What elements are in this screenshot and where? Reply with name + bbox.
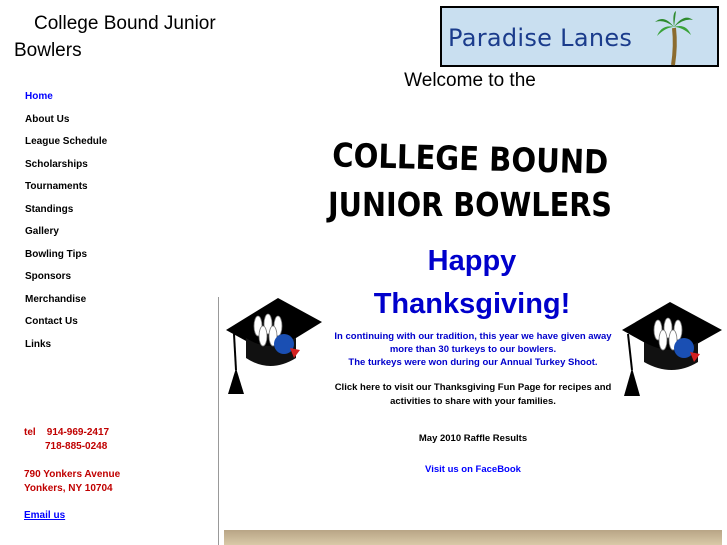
main-nav	[25, 88, 107, 358]
sponsor-name: Paradise Lanes	[448, 24, 633, 52]
welcome-heading: Welcome to the	[404, 70, 536, 91]
phone-secondary: 718-885-0248	[45, 441, 108, 452]
nav-item-scholarships[interactable]: Scholarships	[25, 158, 88, 170]
nav-item-home[interactable]: Home	[25, 91, 53, 102]
palm-tree-icon	[654, 10, 694, 66]
nav-item-sponsors[interactable]: Sponsors	[25, 271, 72, 282]
nav-item-gallery[interactable]: Gallery	[25, 226, 59, 237]
address-line1: 790 Yonkers Avenue	[24, 469, 121, 480]
site-title: College Bound Junior Bowlers	[14, 13, 216, 61]
nav-item-merchandise[interactable]: Merchandise	[25, 293, 87, 305]
bottom-photo-strip	[224, 530, 722, 545]
phone-primary: 914-969-2417	[46, 427, 110, 438]
graduation-cap-bowling-icon	[224, 298, 324, 396]
greeting-happy: Happy	[427, 245, 517, 277]
college-bound-logo	[320, 130, 646, 225]
nav-item-links[interactable]: Links	[25, 338, 52, 350]
address-line2: Yonkers, NY 10704	[24, 483, 113, 494]
raffle-results-link[interactable]: May 2010 Raffle Results	[418, 433, 528, 444]
facebook-link[interactable]: Visit us on FaceBook	[425, 464, 521, 475]
sponsor-banner[interactable]	[440, 6, 719, 67]
tradition-line1: In continuing with our tradition, this year we have given away more than 30 turkeys to our bowlers.	[334, 331, 612, 355]
nav-item-tournaments[interactable]: Tournaments	[25, 181, 88, 192]
tel-label: tel	[24, 427, 36, 438]
greeting-thanksgiving: Thanksgiving!	[373, 288, 571, 320]
column-divider	[218, 297, 219, 545]
logo-line2: JUNIOR BOWLERS	[326, 185, 612, 224]
nav-item-about-us[interactable]: About Us	[25, 113, 70, 125]
nav-item-standings[interactable]: Standings	[25, 203, 74, 215]
nav-item-league-schedule[interactable]: League Schedule	[25, 136, 108, 147]
contact-block	[24, 426, 120, 496]
logo-line1: COLLEGE BOUND	[331, 135, 646, 183]
email-link[interactable]: Email us	[24, 510, 66, 521]
tradition-line2: The turkeys were won during our Annual Turkey Shoot.	[348, 357, 598, 368]
graduation-cap-bowling-icon	[620, 300, 724, 398]
turkey-tradition-text	[330, 330, 616, 369]
nav-item-contact-us[interactable]: Contact Us	[25, 316, 78, 327]
nav-item-bowling-tips[interactable]: Bowling Tips	[25, 248, 88, 260]
fun-page-link[interactable]: Click here to visit our Thanksgiving Fun Page for recipes and activities to share with your families.	[334, 382, 612, 407]
